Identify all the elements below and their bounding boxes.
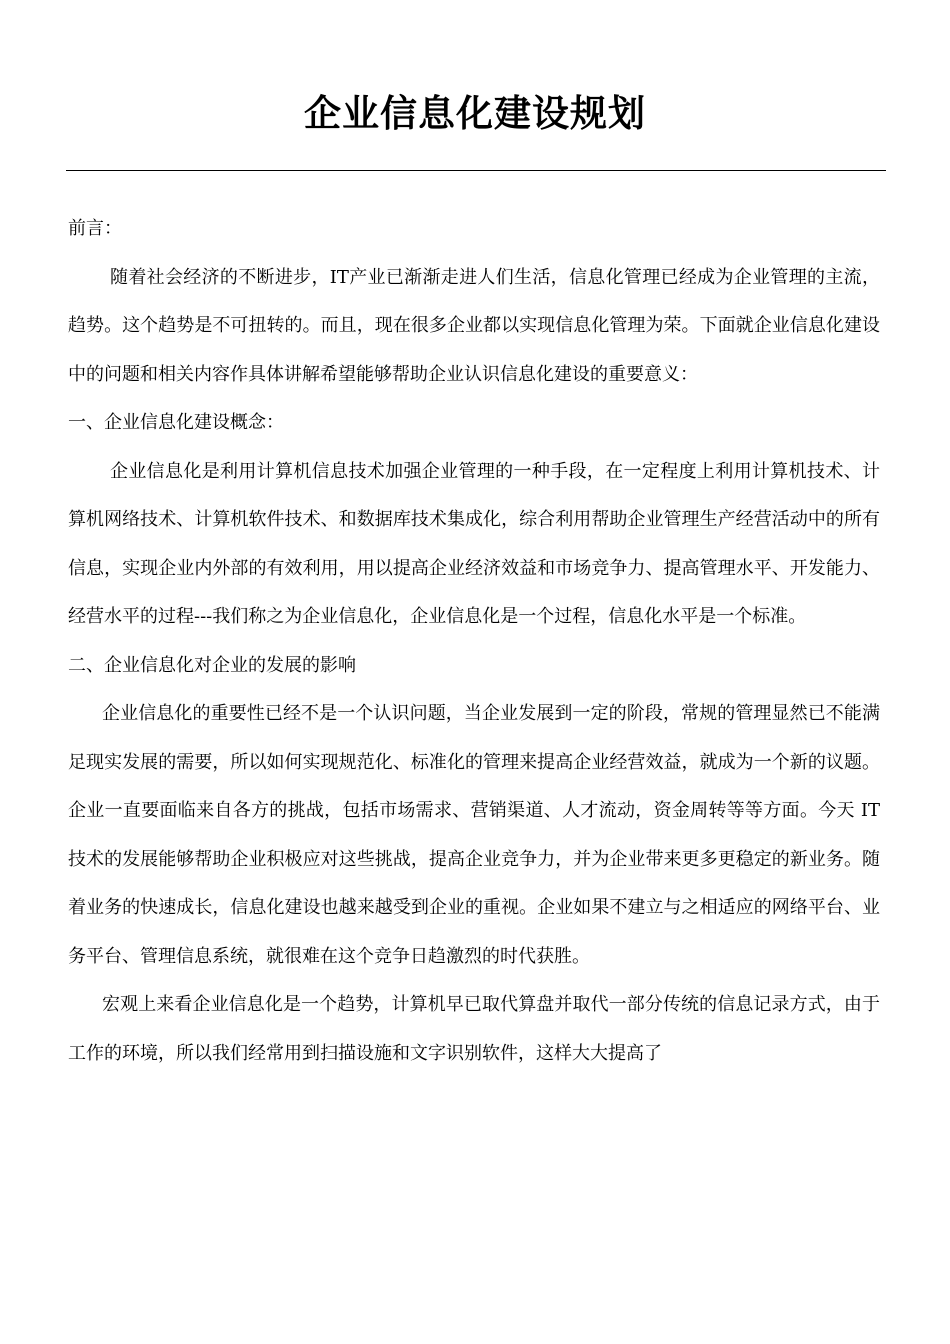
section-1-paragraph: 企业信息化是利用计算机信息技术加强企业管理的一种手段，在一定程度上利用计算机技术、计算机网络技术、计算机软件技术、和数据库技术集成化，综合利用帮助企业管理生产经营活动中的所有信息，实现企业内外部的有效利用，用以提高企业经济效益和市场竞争力、提高管理水平、开发能力、经营水平的过程---我们称之为企业信息化，企业信息化是一个过程，信息化水平是一个标准。: [68, 460, 880, 627]
section-1-heading: 一、企业信息化建设概念：: [68, 412, 284, 433]
document-body: [68, 205, 880, 1078]
section-2-paragraph-1: 企业信息化的重要性已经不是一个认识问题，当企业发展到一定的阶段，常规的管理显然已不能满足现实发展的需要，所以如何实现规范化、标准化的管理来提高企业经营效益，就成为一个新的议题。企业一直要面临来自各方的挑战，包括市场需求、营销渠道、人才流动，资金周转等等方面。今天 IT 技术的发展能够帮助企业积极应对这些挑战，提高企业竞争力，并为企业带来更多更稳定的新业务。随着业务的快速成长，信息化建设也越来越受到企业的重视。企业如果不建立与之相适应的网络平台、业务平台、管理信息系统，就很难在这个竞争日趋激烈的时代获胜。: [68, 703, 880, 967]
title-divider: [66, 170, 886, 171]
preface-label: 前言：: [68, 218, 122, 239]
preface-paragraph: 随着社会经济的不断进步，IT产业已渐渐走进人们生活，信息化管理已经成为企业管理的主流，趋势。这个趋势是不可扭转的。而且，现在很多企业都以实现信息化管理为荣。下面就企业信息化建设中的问题和相关内容作具体讲解希望能够帮助企业认识信息化建设的重要意义：: [68, 266, 880, 385]
section-2-paragraph-2: 宏观上来看企业信息化是一个趋势，计算机早已取代算盘并取代一部分传统的信息记录方式，由于工作的环境，所以我们经常用到扫描设施和文字识别软件，这样大大提高了: [68, 994, 880, 1064]
section-2-heading: 二、企业信息化对企业的发展的影响: [68, 654, 356, 676]
document-title: 企业信息化建设规划: [304, 92, 646, 135]
